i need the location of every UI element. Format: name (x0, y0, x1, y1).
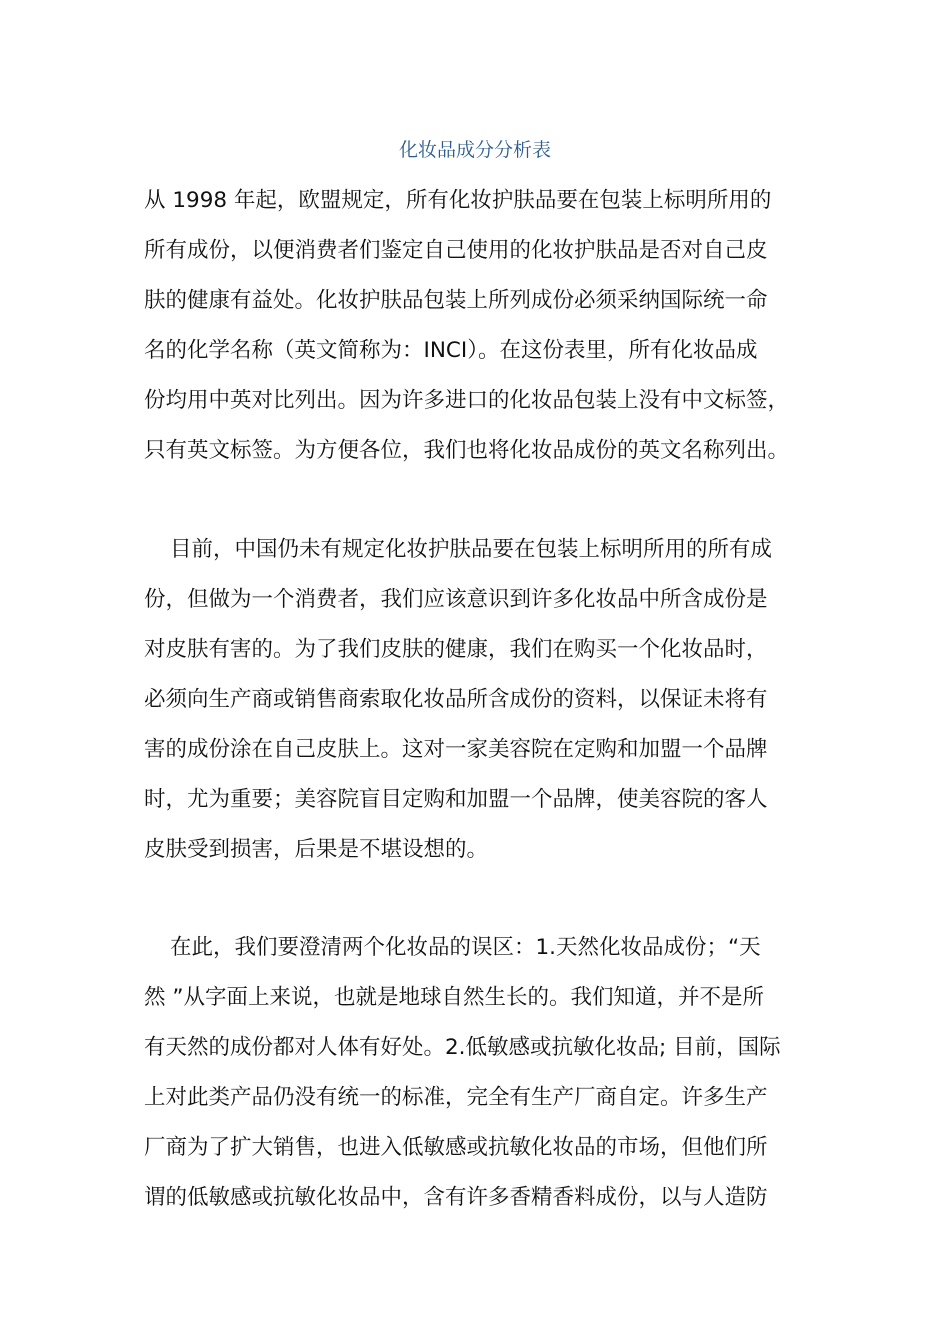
paragraph-1-line-3: 肤的健康有益处。化妆护肤品包装上所列成份必须采纳国际统一命 (144, 288, 768, 313)
paragraph-3-line-2: 然 ”从字面上来说，也就是地球自然生长的。我们知道，并不是所 (144, 985, 764, 1010)
paragraph-1-line-6: 只有英文标签。为方便各位，我们也将化妆品成份的英文名称列出。 (144, 438, 790, 463)
paragraph-2-line-2: 份，但做为一个消费者，我们应该意识到许多化妆品中所含成份是 (144, 587, 768, 612)
paragraph-2-line-6: 时，尤为重要；美容院盲目定购和加盟一个品牌，使美容院的客人 (144, 787, 768, 812)
paragraph-3-line-5: 厂商为了扩大销售，也进入低敏感或抗敏化妆品的市场，但他们所 (144, 1135, 768, 1160)
paragraph-2-line-5: 害的成份涂在自己皮肤上。这对一家美容院在定购和加盟一个品牌 (144, 737, 768, 762)
paragraph-1-line-4: 名的化学名称（英文简称为：INCI）。在这份表里，所有化妆品成 (144, 338, 758, 363)
paragraph-2-line-7: 皮肤受到损害，后果是不堪设想的。 (144, 837, 489, 862)
paragraph-3-line-4: 上对此类产品仍没有统一的标准，完全有生产厂商自定。许多生产 (144, 1085, 768, 1110)
paragraph-3-line-6: 谓的低敏感或抗敏化妆品中，含有许多香精香料成份，以与人造防 (144, 1185, 768, 1210)
paragraph-1-line-1: 从 1998 年起，欧盟规定，所有化妆护肤品要在包装上标明所用的 (144, 188, 772, 213)
paragraph-2-line-1: 目前，中国仍未有规定化妆护肤品要在包装上标明所用的所有成 (170, 537, 773, 562)
paragraph-1-line-5: 份均用中英对比列出。因为许多进口的化妆品包装上没有中文标签， (144, 388, 790, 413)
paragraph-2-line-3: 对皮肤有害的。为了我们皮肤的健康，我们在购买一个化妆品时， (144, 637, 768, 662)
document-title: 化妆品成分分析表 (398, 139, 551, 161)
paragraph-3-line-1: 在此，我们要澄清两个化妆品的误区：1.天然化妆品成份；“天 (170, 935, 761, 960)
paragraph-2-line-4: 必须向生产商或销售商索取化妆品所含成份的资料，以保证未将有 (144, 687, 768, 712)
paragraph-3-line-3: 有天然的成份都对人体有好处。2.低敏感或抗敏化妆品; 目前，国际 (144, 1035, 781, 1060)
paragraph-1-line-2: 所有成份，以便消费者们鉴定自己使用的化妆护肤品是否对自己皮 (144, 238, 768, 263)
